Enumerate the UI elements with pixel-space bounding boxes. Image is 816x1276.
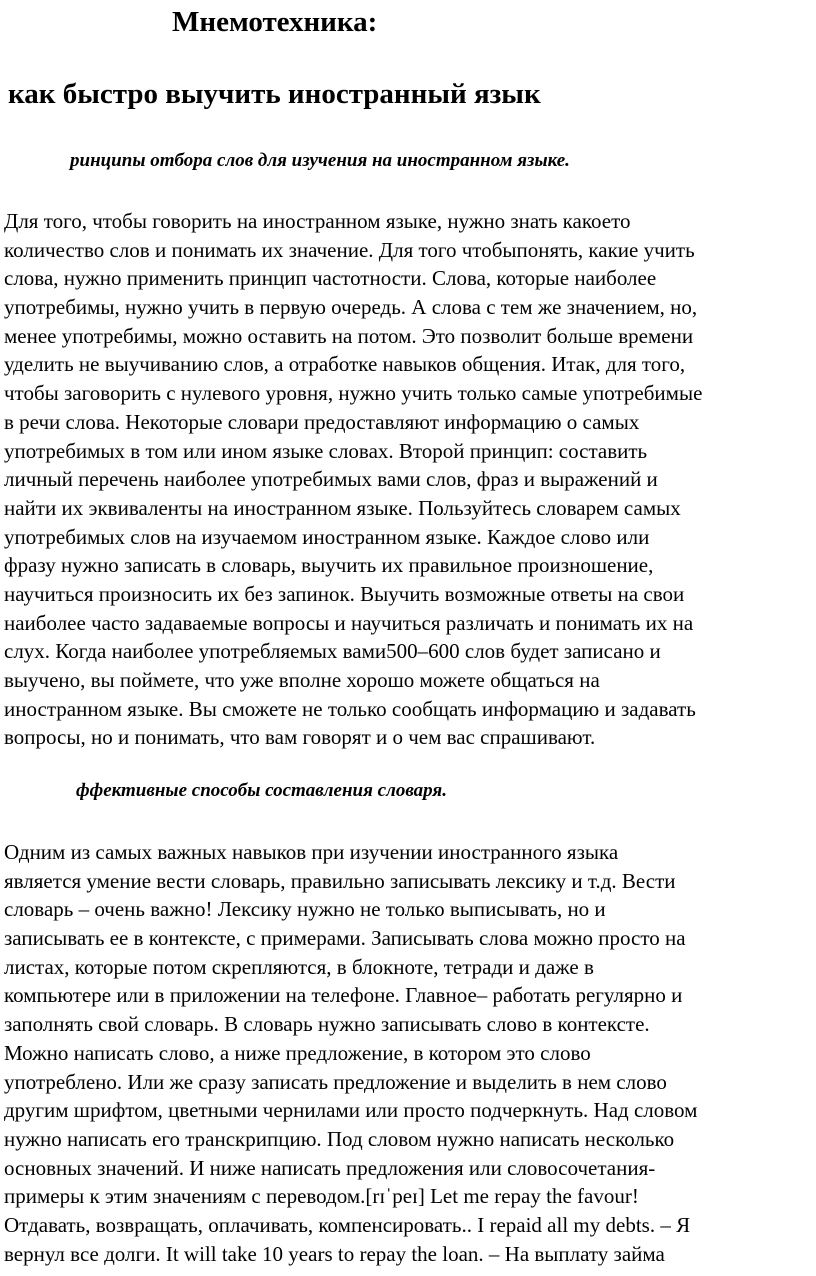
text-line: записывать ее в контексте, с примерами. Записывать слова можно просто на xyxy=(4,926,686,951)
text-line: употреблено. Или же сразу записать предложение и выделить в нем слово xyxy=(4,1069,667,1094)
document-subtitle: как быстро выучить иностранный язык xyxy=(8,78,541,110)
text-line: Для того, чтобы говорить на иностранном языке, нужно знать какоето xyxy=(4,209,631,233)
text-line: основных значений. И ниже написать предложения или словосочетания- xyxy=(4,1155,656,1180)
text-line: нужно написать его транскрипцию. Под словом нужно написать несколько xyxy=(4,1126,675,1151)
text-line: количество слов и понимать их значение. Для того чтобыпонять, какие учить xyxy=(4,237,695,262)
paragraph-dictionary xyxy=(4,838,816,1268)
text-line: вопросы, но и понимать, что вам говорят и о чем вас спрашивают. xyxy=(4,725,596,750)
text-line: заполнять свой словарь. В словарь нужно записывать слово в контексте. xyxy=(4,1012,650,1037)
text-line: менее употребимы, можно оставить на потом. Это позволит больше времени xyxy=(4,323,694,348)
text-line: примеры к этим значениям с переводом.[rɪˈpeɪ] Let me repay the favour! xyxy=(4,1184,639,1209)
document-title: Мнемотехника: xyxy=(172,6,378,38)
section-heading-principles: ринципы отбора слов для изучения на иностранном языке. xyxy=(70,150,570,171)
text-line: Одним из самых важных навыков при изучении иностранного языка xyxy=(4,840,619,864)
text-line: найти их эквиваленты на иностранном языке. Пользуйтесь словарем самых xyxy=(4,495,681,520)
text-line: Можно написать слово, а ниже предложение, в котором это слово xyxy=(4,1040,591,1065)
text-line: является умение вести словарь, правильно записывать лексику и т.д. Вести xyxy=(4,868,676,893)
text-line: компьютере или в приложении на телефоне. Главное– работать регулярно и xyxy=(4,983,683,1008)
text-line: личный перечень наиболее употребимых вами слов, фраз и выражений и xyxy=(4,467,658,492)
text-line: фразу нужно записать в словарь, выучить их правильное произношение, xyxy=(4,553,654,578)
text-line: чтобы заговорить с нулевого уровня, нужно учить только самые употребимые xyxy=(4,381,703,406)
section-heading-dictionary: ффективные способы составления словаря. xyxy=(76,780,447,801)
text-line: иностранном языке. Вы сможете не только сообщать информацию и задавать xyxy=(4,696,696,721)
text-line: употребимы, нужно учить в первую очередь. А слова с тем же значением, но, xyxy=(4,295,698,320)
text-line: вернул все долги. It will take 10 years to repay the loan. – На выплату займа xyxy=(4,1241,665,1266)
text-line: другим шрифтом, цветными чернилами или просто подчеркнуть. Над словом xyxy=(4,1098,698,1123)
text-line: научиться произносить их без запинок. Выучить возможные ответы на свои xyxy=(4,581,685,606)
text-line: уделить не выучиванию слов, а отработке навыков общения. Итак, для того, xyxy=(4,352,686,377)
text-line: употребимых в том или ином языке словах. Второй принцип: составить xyxy=(4,438,648,463)
text-line: Отдавать, возвращать, оплачивать, компенсировать.. I repaid all my debts. – Я xyxy=(4,1212,691,1237)
text-line: употребимых слов на изучаемом иностранном языке. Каждое слово или xyxy=(4,524,650,549)
text-line: в речи слова. Некоторые словари предоставляют информацию о самых xyxy=(4,409,640,434)
text-line: словарь – очень важно! Лексику нужно не только выписывать, но и xyxy=(4,897,606,922)
text-line: наиболее часто задаваемые вопросы и научиться различать и понимать их на xyxy=(4,610,694,635)
paragraph-principles xyxy=(4,207,816,752)
text-line: выучено, вы поймете, что уже вполне хорошо можете общаться на xyxy=(4,668,600,692)
text-line: листах, которые потом скрепляются, в блокноте, тетради и даже в xyxy=(4,954,594,979)
text-line: слова, нужно применить принцип частотности. Слова, которые наиболее xyxy=(4,266,657,291)
text-line: слух. Когда наиболее употребляемых вами500–600 слов будет записано и xyxy=(4,639,661,664)
